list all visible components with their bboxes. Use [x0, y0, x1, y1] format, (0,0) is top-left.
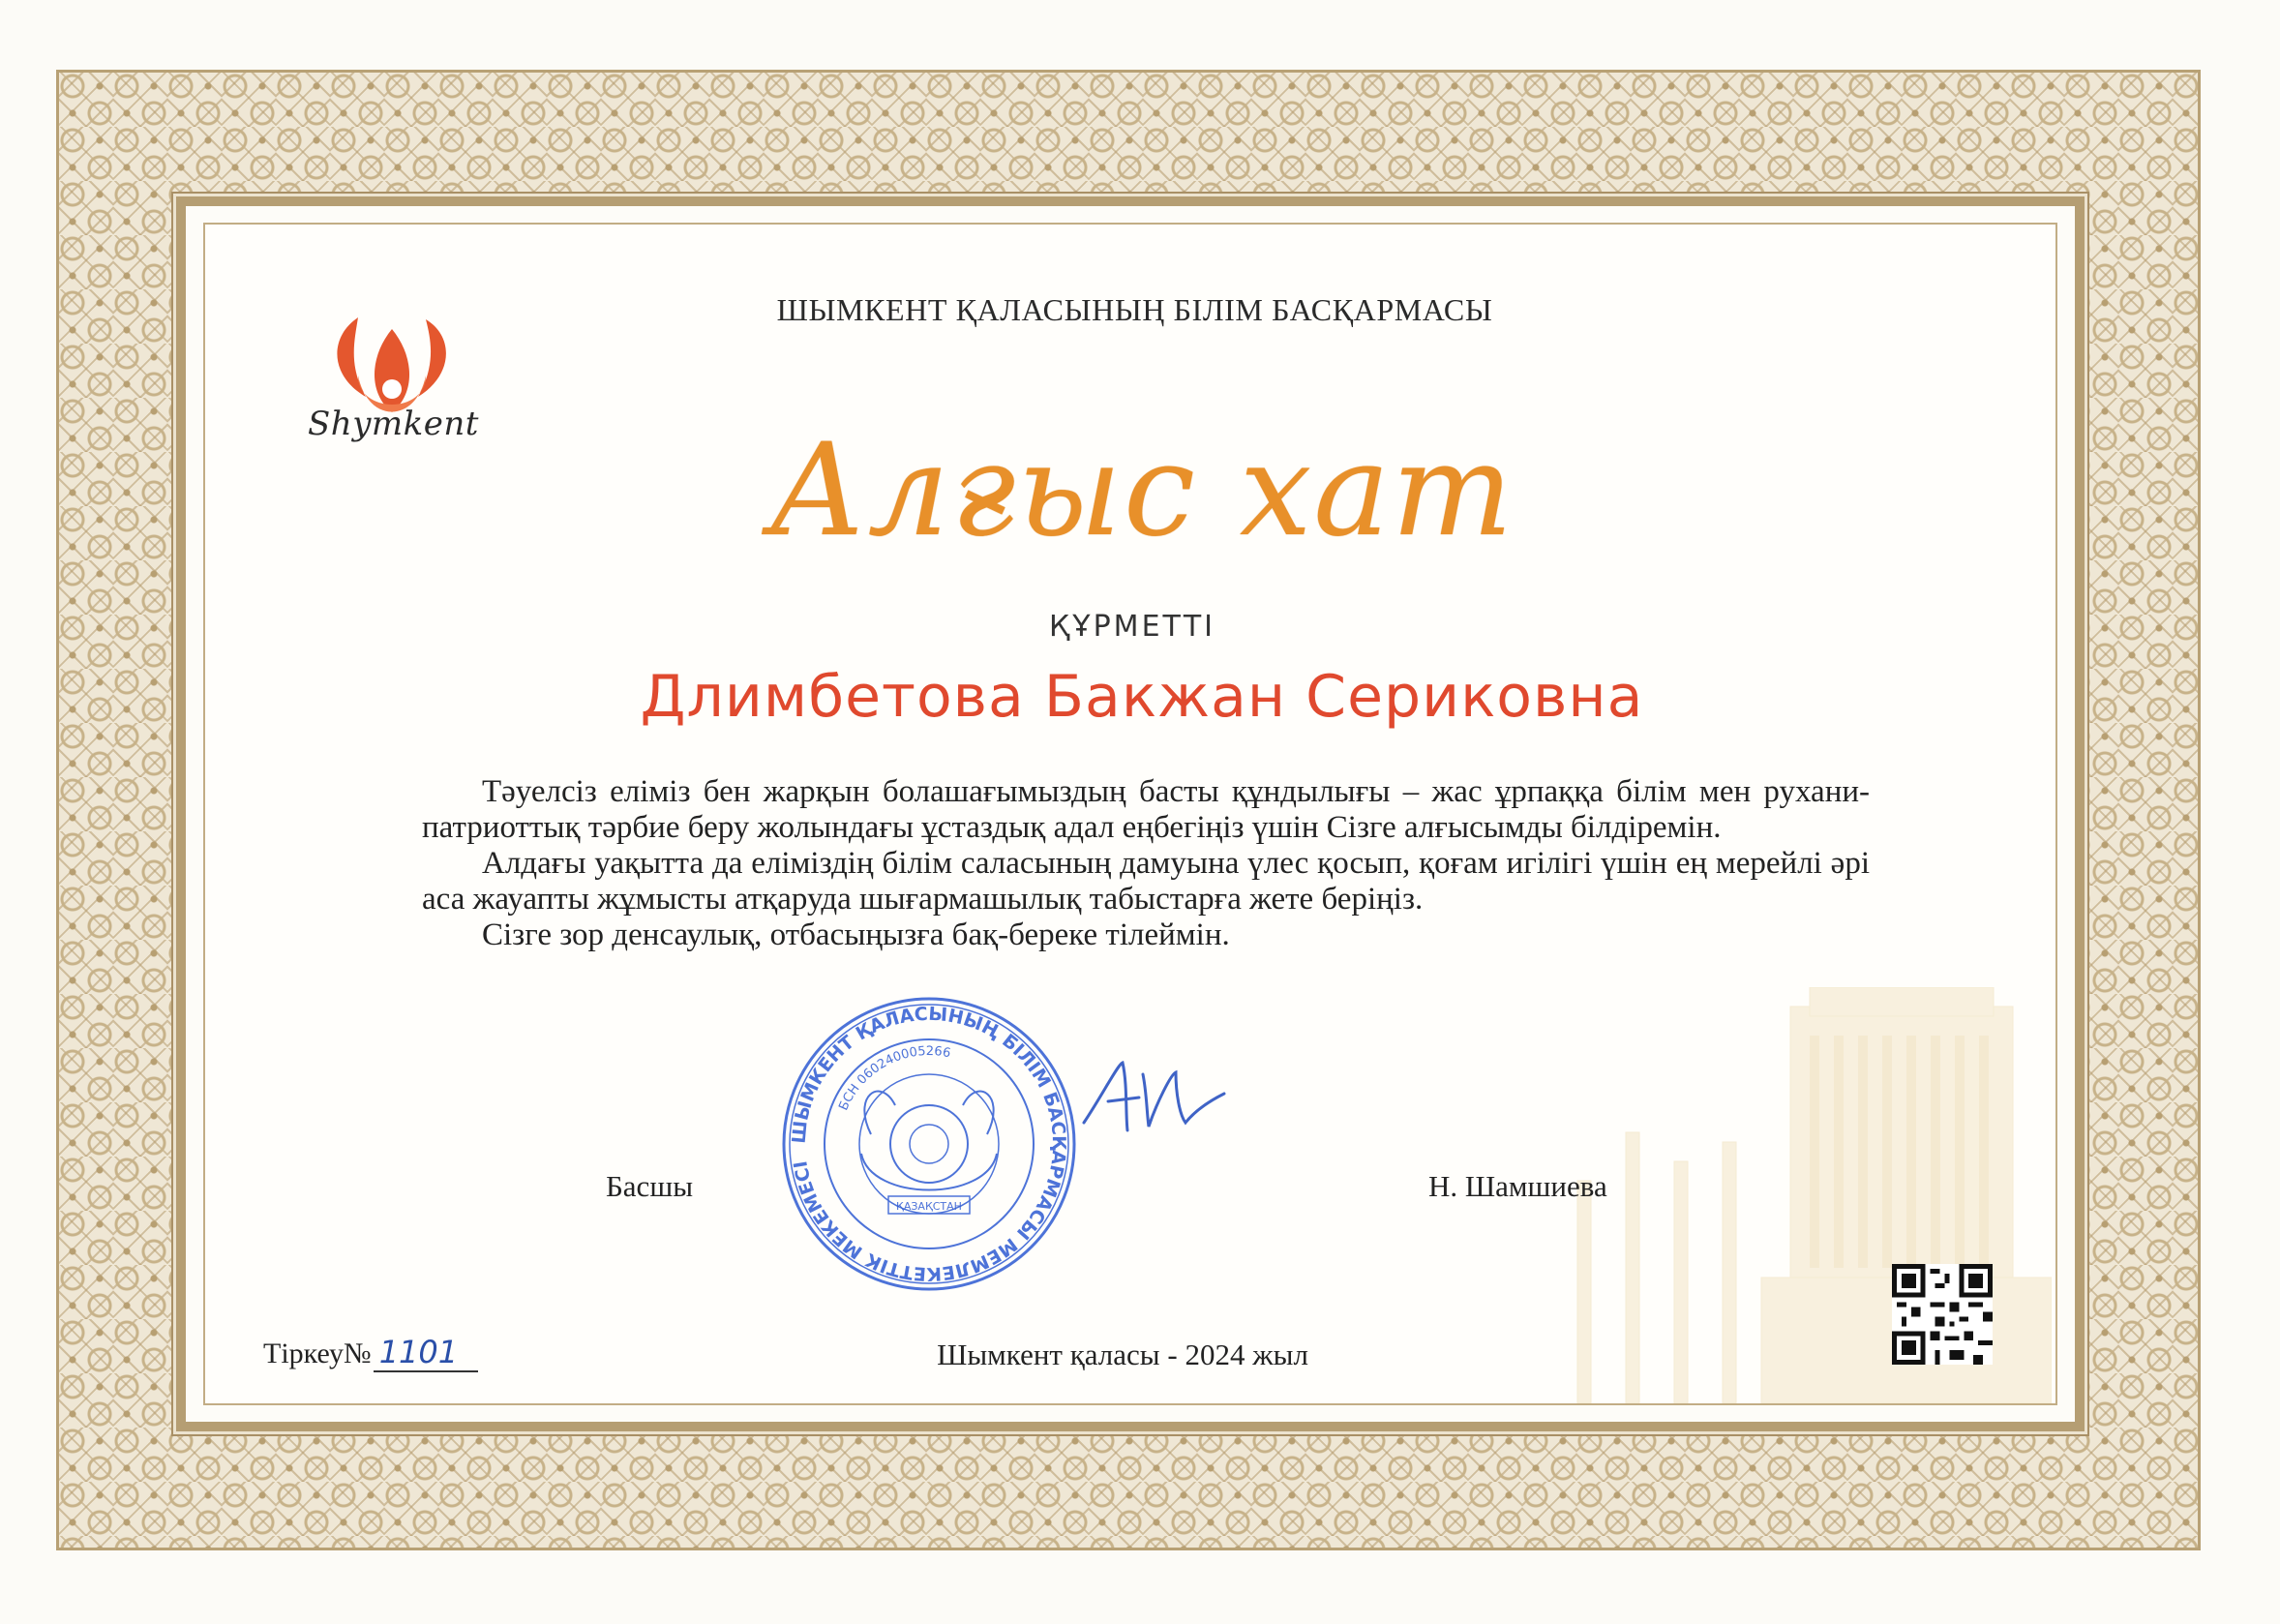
- signer-name: Н. Шамшиева: [1428, 1169, 1607, 1203]
- logo-wordmark: Shymkent: [308, 405, 479, 443]
- stamp-outer-text: ШЫМКЕНТ ҚАЛАСЫНЫҢ БІЛІМ БАСҚАРМАСЫ МЕМЛЕКЕТТІК МЕКЕМЕСІ: [788, 1003, 1070, 1285]
- footer-place-year: Шымкент қаласы - 2024 жыл: [937, 1338, 1308, 1371]
- salutation: ҚҰРМЕТТІ: [1048, 610, 1216, 644]
- qr-code-icon: [1892, 1264, 1993, 1365]
- body-paragraph: Алдағы уақытта да еліміздің білім саласының дамуына үлес қосып, қоғам игілігі үшін ең мерейлі әрі аса жауапты жұмысты атқаруда шығармашылық табыстарға жете беріңіз.: [422, 846, 1870, 917]
- certificate-title: Алғыс хат: [768, 416, 1515, 565]
- body-paragraph: Сізге зор денсаулық, отбасыңызға бақ-береке тілеймін.: [482, 917, 1230, 952]
- body-paragraph: Тәуелсіз еліміз бен жарқын болашағымыздың басты құндылығы – жас ұрпаққа білім мен рухани-патриоттық тәрбие беру жолындағы ұстаздық адал еңбегіңіз үшін Сізге алғысымды білдіремін.: [422, 774, 1870, 845]
- registration-number: 1101: [374, 1334, 478, 1372]
- organization-name: ШЫМКЕНТ ҚАЛАСЫНЫҢ БІЛІМ БАСҚАРМАСЫ: [776, 292, 1493, 327]
- signer-position: Басшы: [606, 1169, 694, 1203]
- certificate-body: [422, 774, 1870, 953]
- official-stamp-icon: [774, 989, 1084, 1299]
- stamp-bin: БСН 060240005266: [836, 1043, 952, 1113]
- registration-label: Тіркеу№: [263, 1338, 372, 1369]
- shymkent-logo-icon: [290, 308, 494, 472]
- stamp-inner-text: ҚАЗАҚСТАН: [896, 1200, 962, 1213]
- handwritten-signature-icon: [1079, 1055, 1234, 1142]
- recipient-name: Длимбетова Бакжан Сериковна: [640, 663, 1644, 731]
- registration-field: [263, 1334, 478, 1372]
